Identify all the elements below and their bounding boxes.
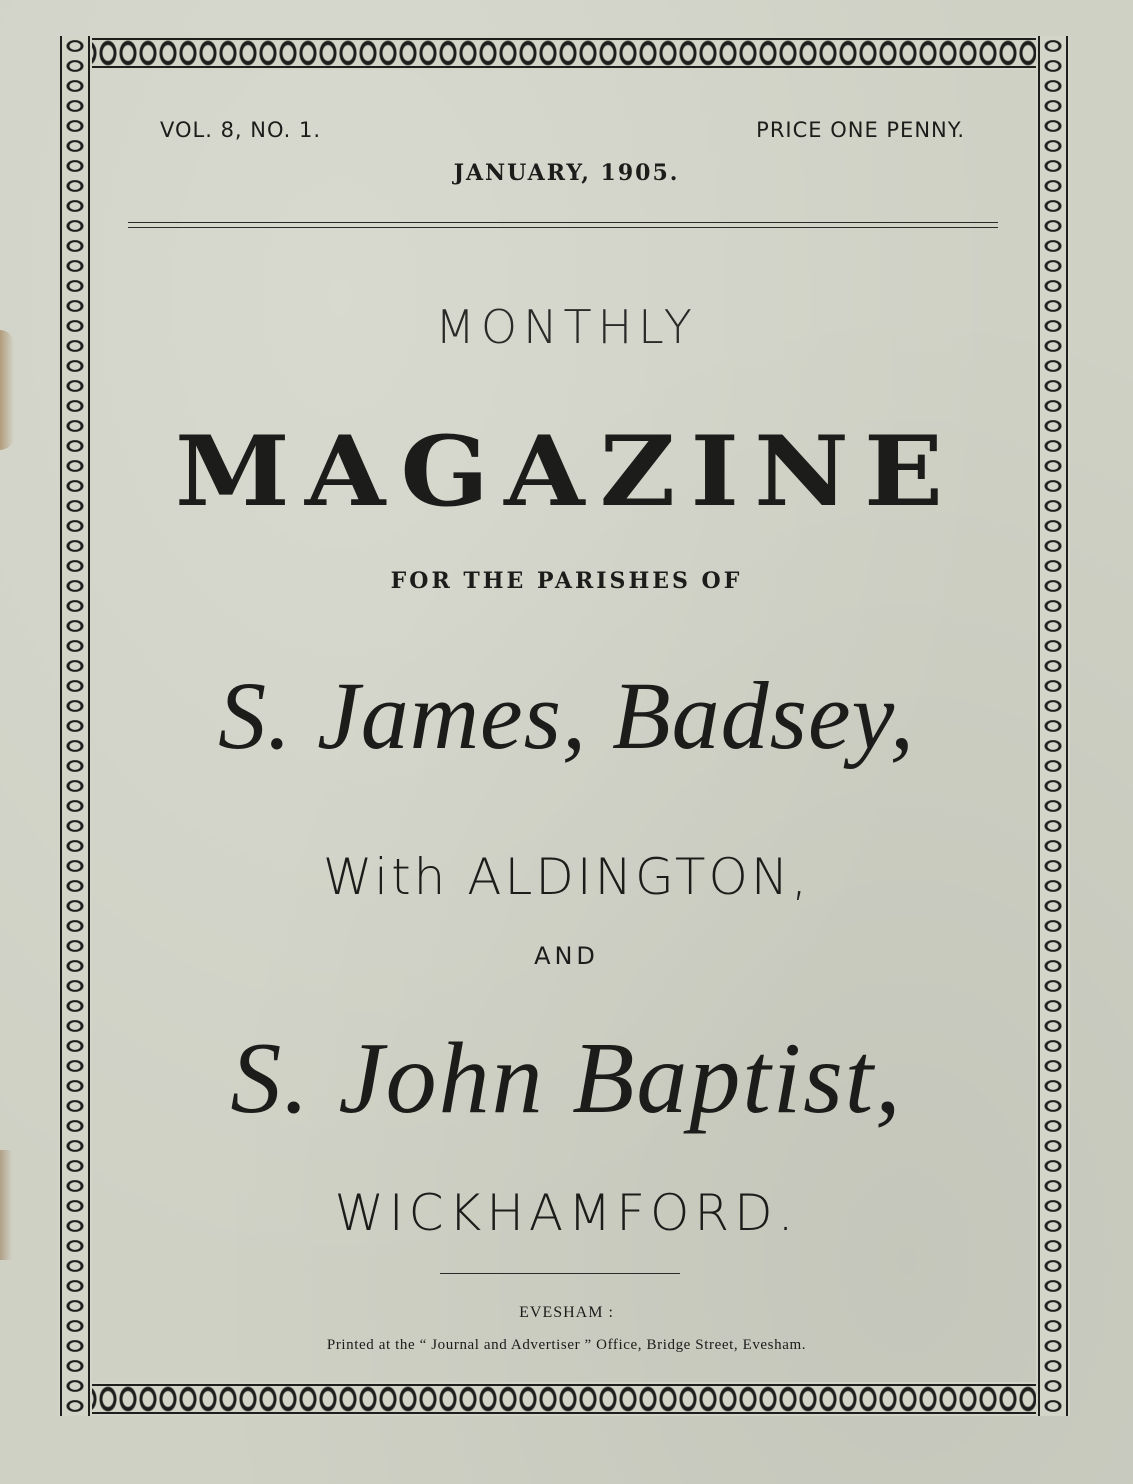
ornamental-border-bottom — [58, 1382, 1070, 1416]
magazine-title: MAGAZINE — [174, 415, 959, 528]
parish-john-baptist: S. John Baptist, — [230, 1022, 903, 1135]
imprint-divider — [440, 1273, 680, 1274]
parish-badsey: S. James, Badsey, — [218, 662, 915, 769]
issue-date: JANUARY, 1905. — [453, 160, 680, 186]
imprint-place: EVESHAM : — [519, 1304, 614, 1321]
and-conjunction: AND — [534, 942, 599, 970]
aldington-line: With ALDINGTON, — [322, 848, 811, 906]
header-divider — [128, 222, 998, 228]
monthly-heading: MONTHLY — [435, 300, 698, 354]
volume-number: VOL. 8, NO. 1. — [160, 118, 322, 142]
imprint-line: Printed at the “ Journal and Advertiser ” Office, Bridge Street, Evesham. — [326, 1337, 807, 1353]
price-label: PRICE ONE PENNY. — [756, 118, 965, 142]
parishes-subtitle: FOR THE PARISHES OF — [390, 568, 743, 594]
wickhamford-line: WICKHAMFORD. — [334, 1184, 799, 1242]
ornamental-border-top — [58, 36, 1070, 70]
